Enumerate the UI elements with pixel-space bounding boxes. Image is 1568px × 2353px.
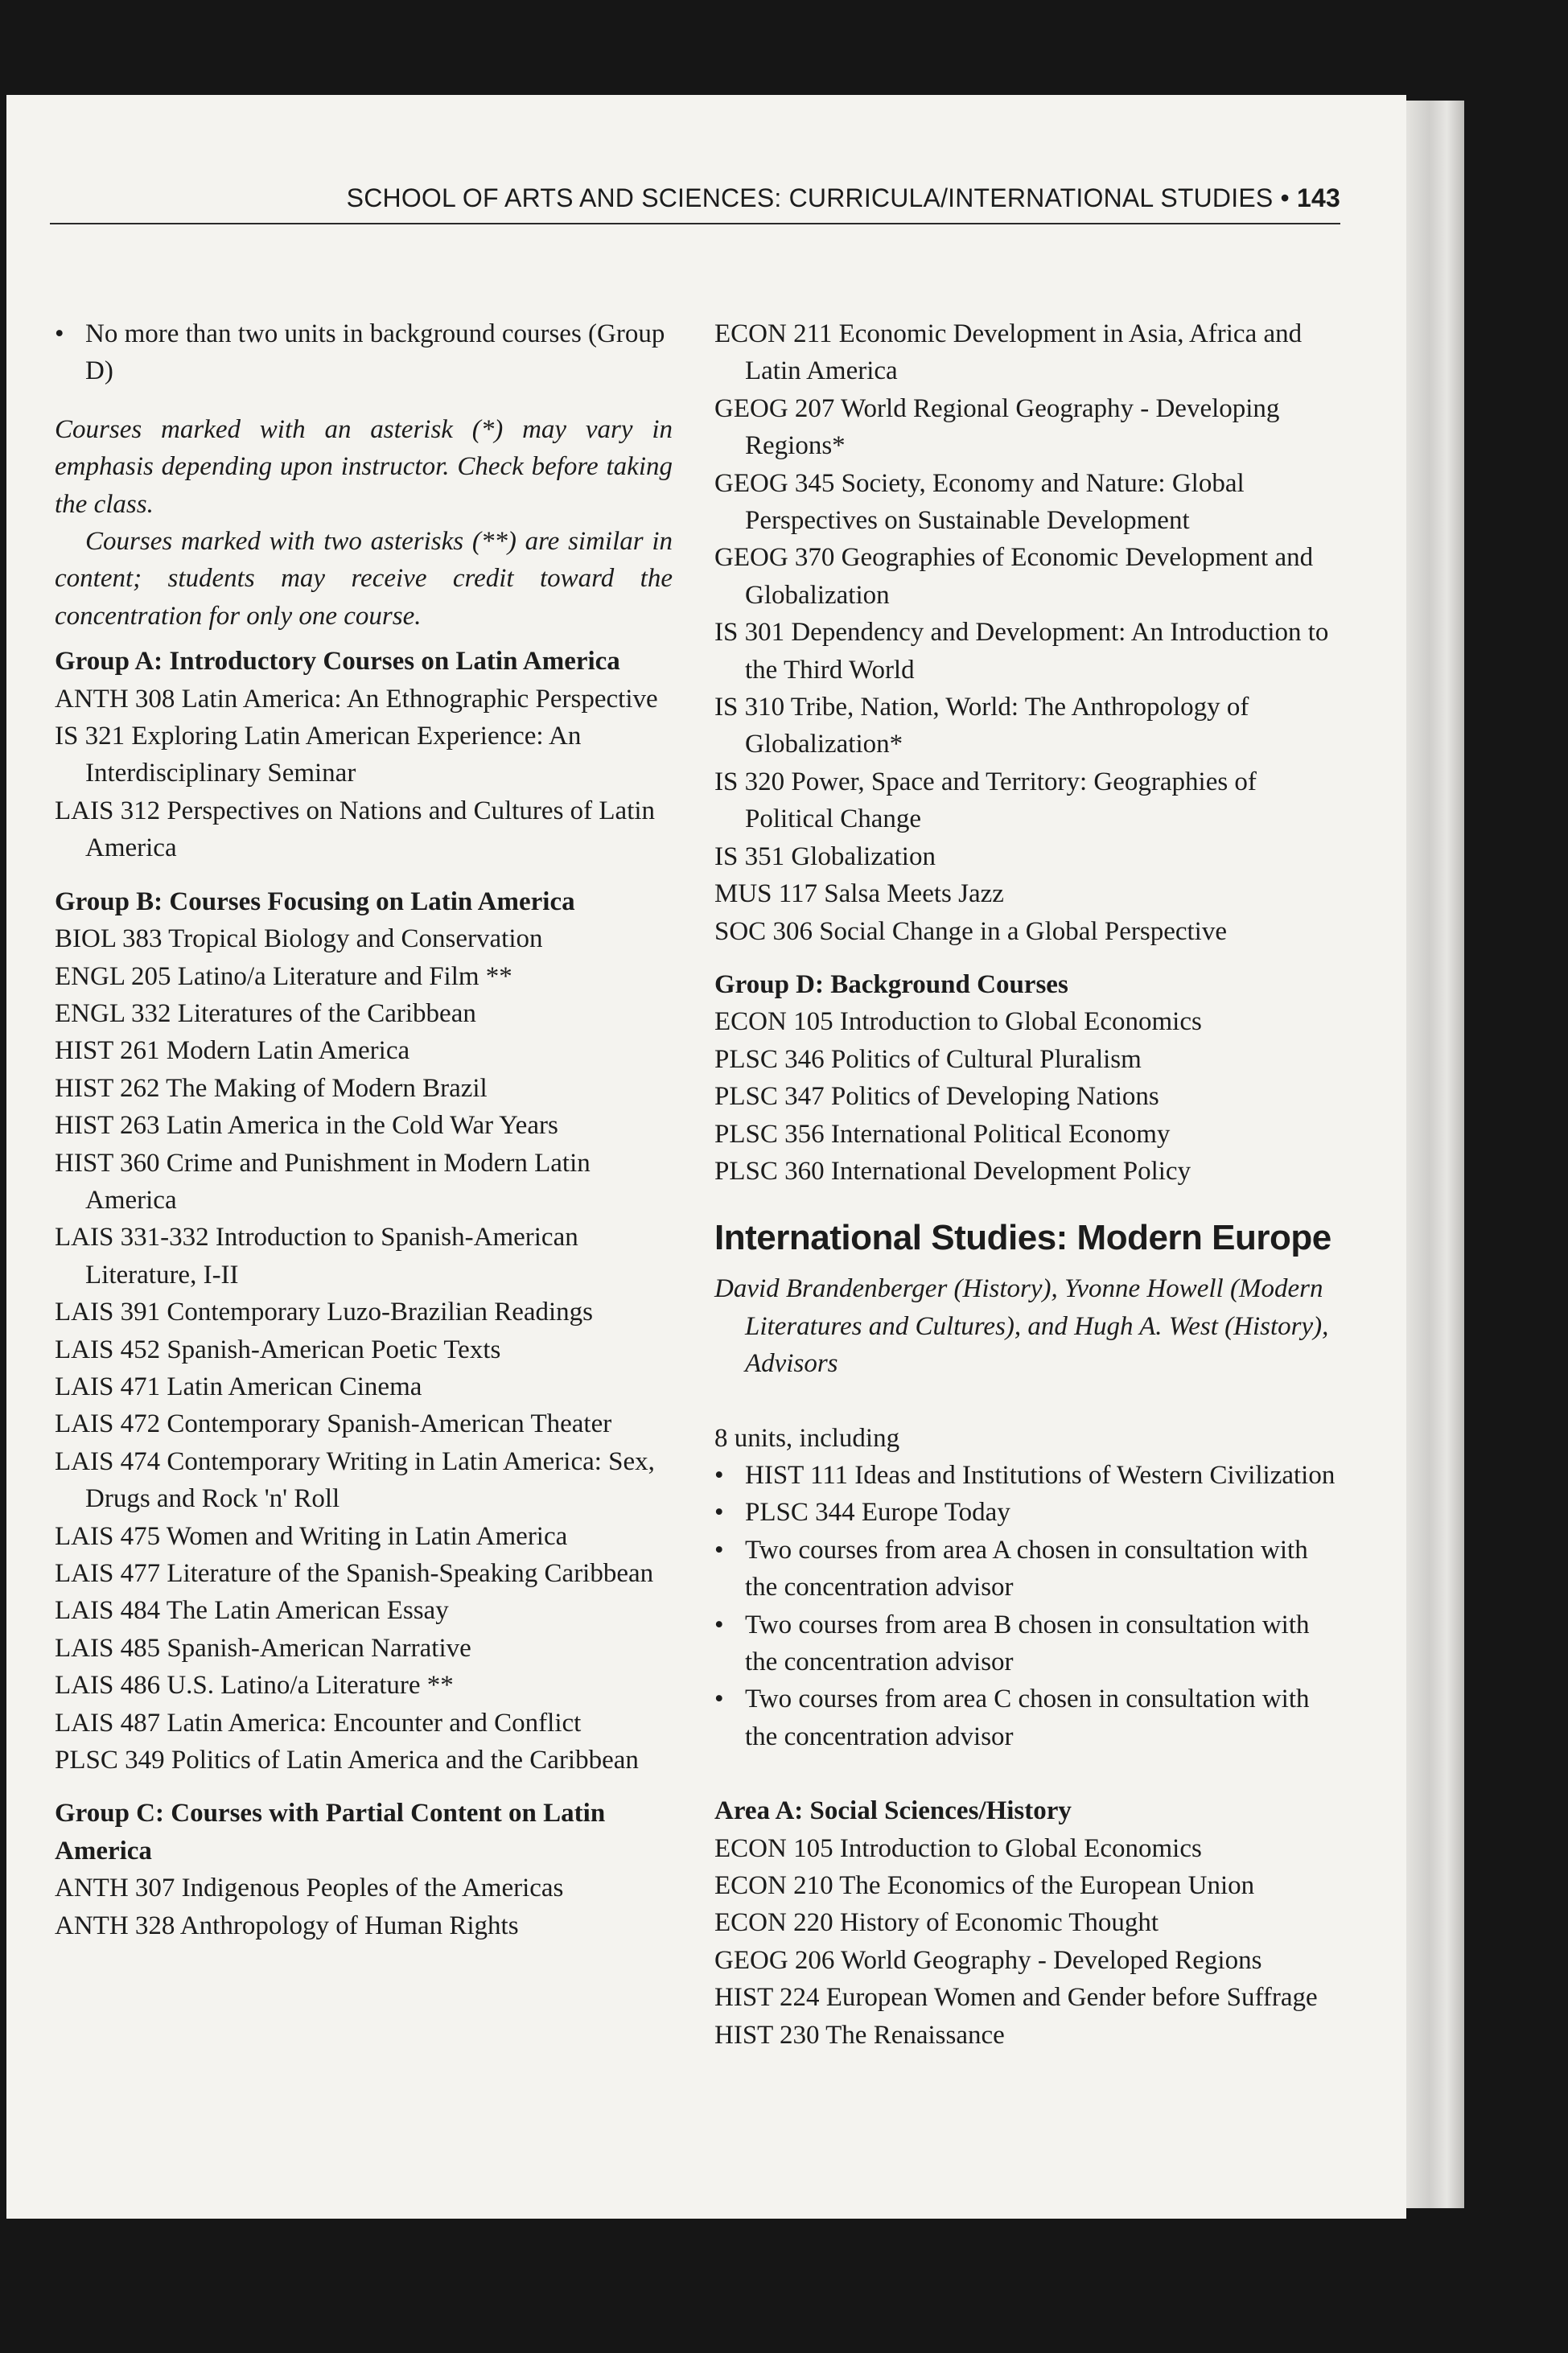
course-item: HIST 262 The Making of Modern Brazil xyxy=(55,1073,488,1103)
course-item: HIST 263 Latin America in the Cold War Years xyxy=(55,1111,558,1141)
group-c-list xyxy=(55,1870,673,1944)
group-b-list xyxy=(55,920,673,1779)
course-item: SOC 306 Social Change in a Global Perspective xyxy=(714,916,1227,946)
requirements-list xyxy=(714,1457,1342,1755)
header-title: SCHOOL OF ARTS AND SCIENCES: CURRICULA/INTERNATIONAL STUDIES xyxy=(346,183,1274,212)
course-item: LAIS 472 Contemporary Spanish-American Theater xyxy=(55,1409,612,1439)
requirement-item: • Two courses from area C chosen in consultation with the concentration advisor xyxy=(714,1680,1342,1755)
running-header xyxy=(50,183,1340,224)
course-item: PLSC 346 Politics of Cultural Pluralism xyxy=(714,1044,1142,1074)
course-item: LAIS 486 U.S. Latino/a Literature ** xyxy=(55,1671,454,1701)
page-number: 143 xyxy=(1297,183,1340,212)
course-item: PLSC 360 International Development Policy xyxy=(714,1156,1191,1186)
requirement-item: • HIST 111 Ideas and Institutions of Western Civilization xyxy=(714,1457,1342,1494)
course-item: PLSC 347 Politics of Developing Nations xyxy=(714,1082,1159,1112)
course-item: LAIS 471 Latin American Cinema xyxy=(55,1372,422,1401)
course-item: ANTH 308 Latin America: An Ethnographic Perspective xyxy=(55,684,658,714)
advisors-line: David Brandenberger (History), Yvonne Howell (Modern Literatures and Cultures), and Hugh A. West (History), Advisors xyxy=(714,1274,1329,1379)
course-item: LAIS 312 Perspectives on Nations and Cultures of Latin America xyxy=(55,796,656,863)
group-d-list xyxy=(714,1003,1342,1190)
course-item: GEOG 207 World Regional Geography - Developing Regions* xyxy=(714,393,1280,461)
course-item: LAIS 485 Spanish-American Narrative xyxy=(55,1633,471,1663)
course-item: LAIS 452 Spanish-American Poetic Texts xyxy=(55,1335,501,1364)
course-item: LAIS 477 Literature of the Spanish-Speaking Caribbean xyxy=(55,1559,654,1588)
course-item: IS 301 Dependency and Development: An Introduction to the Third World xyxy=(714,618,1329,685)
course-item: ECON 220 History of Economic Thought xyxy=(714,1908,1159,1938)
course-item: HIST 360 Crime and Punishment in Modern Latin America xyxy=(55,1148,591,1215)
course-item: LAIS 391 Contemporary Luzo-Brazilian Readings xyxy=(55,1298,594,1327)
page-edge xyxy=(1406,101,1464,2208)
units-intro: 8 units, including xyxy=(714,1423,900,1453)
course-item: LAIS 484 The Latin American Essay xyxy=(55,1596,449,1626)
header-separator: • xyxy=(1280,183,1290,212)
course-item: LAIS 474 Contemporary Writing in Latin America: Sex, Drugs and Rock 'n' Roll xyxy=(55,1446,655,1514)
group-b-heading: Group B: Courses Focusing on Latin America xyxy=(55,886,575,916)
course-item: ECON 211 Economic Development in Asia, Africa and Latin America xyxy=(714,319,1303,386)
group-c-heading: Group C: Courses with Partial Content on Latin America xyxy=(55,1799,606,1866)
course-item: ECON 105 Introduction to Global Economics xyxy=(714,1007,1202,1037)
group-a-list xyxy=(55,681,673,867)
area-a-heading: Area A: Social Sciences/History xyxy=(714,1796,1072,1826)
bullet-item: • No more than two units in background courses (Group D) xyxy=(55,315,673,390)
course-item: HIST 224 European Women and Gender before Suffrage xyxy=(714,1983,1318,2013)
course-item: LAIS 331-332 Introduction to Spanish-American Literature, I-II xyxy=(55,1223,578,1290)
course-item: GEOG 206 World Geography - Developed Regions xyxy=(714,1945,1262,1975)
course-item: GEOG 370 Geographies of Economic Development and Globalization xyxy=(714,543,1314,610)
section-title: International Studies: Modern Europe xyxy=(714,1218,1331,1258)
course-item: HIST 230 The Renaissance xyxy=(714,2020,1005,2050)
requirement-item: • PLSC 344 Europe Today xyxy=(714,1494,1342,1531)
course-item: IS 310 Tribe, Nation, World: The Anthropology of Globalization* xyxy=(714,693,1249,759)
course-item: IS 320 Power, Space and Territory: Geographies of Political Change xyxy=(714,767,1257,834)
course-item: ENGL 205 Latino/a Literature and Film ** xyxy=(55,961,512,991)
group-c-continued-list xyxy=(714,315,1342,950)
course-item: ECON 105 Introduction to Global Economics xyxy=(714,1833,1202,1863)
course-item: HIST 261 Modern Latin America xyxy=(55,1036,410,1066)
course-item: GEOG 345 Society, Economy and Nature: Global Perspectives on Sustainable Development xyxy=(714,468,1245,536)
course-item: PLSC 356 International Political Economy xyxy=(714,1119,1171,1149)
group-d-heading: Group D: Background Courses xyxy=(714,969,1068,999)
requirement-item: • Two courses from area B chosen in consultation with the concentration advisor xyxy=(714,1606,1342,1681)
course-item: ANTH 328 Anthropology of Human Rights xyxy=(55,1911,519,1940)
group-a-heading: Group A: Introductory Courses on Latin America xyxy=(55,647,620,677)
requirement-item: • Two courses from area A chosen in consultation with the concentration advisor xyxy=(714,1532,1342,1606)
course-item: ANTH 307 Indigenous Peoples of the Americas xyxy=(55,1874,564,1903)
course-item: ECON 210 The Economics of the European Union xyxy=(714,1871,1255,1901)
asterisk-note: Courses marked with an asterisk (*) may vary in emphasis depending upon instructor. Check before taking the class. xyxy=(55,414,673,519)
course-item: BIOL 383 Tropical Biology and Conservation xyxy=(55,924,543,954)
course-item: IS 351 Globalization xyxy=(714,841,936,871)
left-column xyxy=(55,315,673,1944)
course-item: MUS 117 Salsa Meets Jazz xyxy=(714,879,1004,909)
course-item: LAIS 475 Women and Writing in Latin America xyxy=(55,1521,568,1551)
course-item: PLSC 349 Politics of Latin America and the Caribbean xyxy=(55,1746,639,1775)
double-asterisk-note: Courses marked with two asterisks (**) are similar in content; students may receive credit toward the concentration for only one course. xyxy=(55,527,673,631)
course-item: ENGL 332 Literatures of the Caribbean xyxy=(55,998,476,1028)
course-item: IS 321 Exploring Latin American Experience: An Interdisciplinary Seminar xyxy=(55,722,582,788)
area-a-list xyxy=(714,1830,1342,2054)
right-column xyxy=(714,315,1342,2054)
course-item: LAIS 487 Latin America: Encounter and Conflict xyxy=(55,1708,582,1738)
